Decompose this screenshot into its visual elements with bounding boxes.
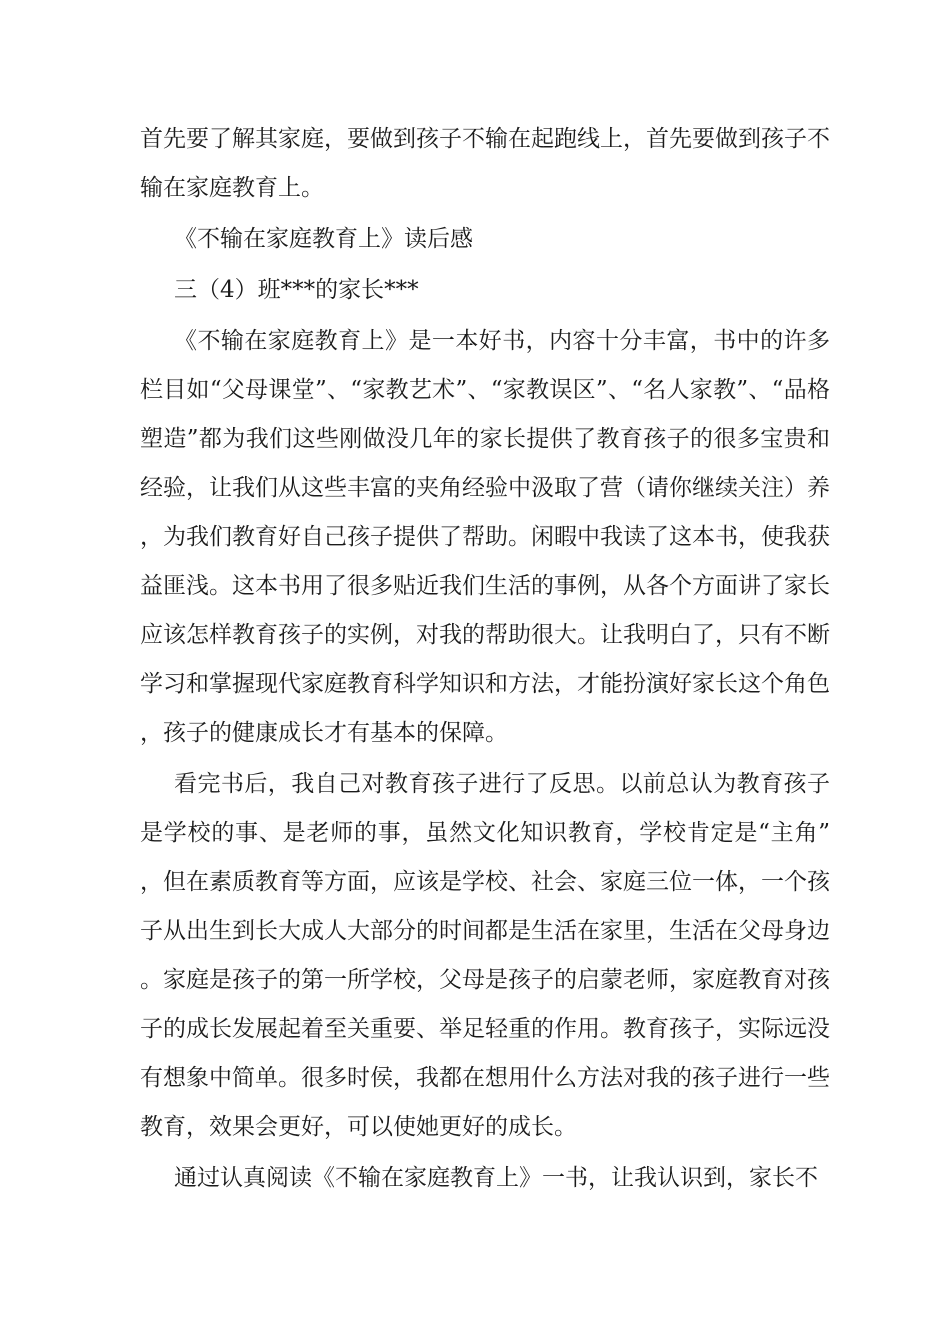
paragraph-reflection: 看完书后，我自己对教育孩子进行了反思。以前总认为教育孩子是学校的事、是老师的事，虽然文化知识教育，学校肯定是“主角”，但在素质教育等方面，应该是学校、社会、家庭三位一体，一个孩子从出生到长大成人大部分的时间都是生活在家里，生活在父母身边。家庭是孩子的第一所学校，父母是孩子的启蒙老师，家庭教育对孩子的成长发展起着至关重要、举足轻重的作用。教育孩子，实际远没有想象中简单。很多时侯，我都在想用什么方法对我的孩子进行一些教育，效果会更好，可以使她更好的成长。: [140, 771, 830, 1140]
essay-title: 《不输在家庭教育上》读后感: [174, 226, 473, 252]
paragraph-intro-continuation: 首先要了解其家庭，要做到孩子不输在起跑线上，首先要做到孩子不输在家庭教育上。: [140, 126, 830, 201]
paragraph-realization: 通过认真阅读《不输在家庭教育上》一书，让我认识到，家长不: [174, 1165, 818, 1191]
document-body: [140, 115, 830, 1203]
paragraph-book-overview: 《不输在家庭教育上》是一本好书，内容十分丰富，书中的许多栏目如“父母课堂”、“家教艺术”、“家教误区”、“名人家教”、“品格塑造”都为我们这些刚做没几年的家长提供了教育孩子的很多宝贵和经验，让我们从这些丰富的夹角经验中汲取了营（请你继续关注）养，为我们教育好自己孩子提供了帮助。闲暇中我读了这本书，使我获益匪浅。这本书用了很多贴近我们生活的事例，从各个方面讲了家长应该怎样教育孩子的实例，对我的帮助很大。让我明白了，只有不断学习和掌握现代家庭教育科学知识和方法，才能扮演好家长这个角色，孩子的健康成长才有基本的保障。: [140, 328, 830, 746]
author-line: 三（4）班***的家长***: [174, 277, 419, 303]
